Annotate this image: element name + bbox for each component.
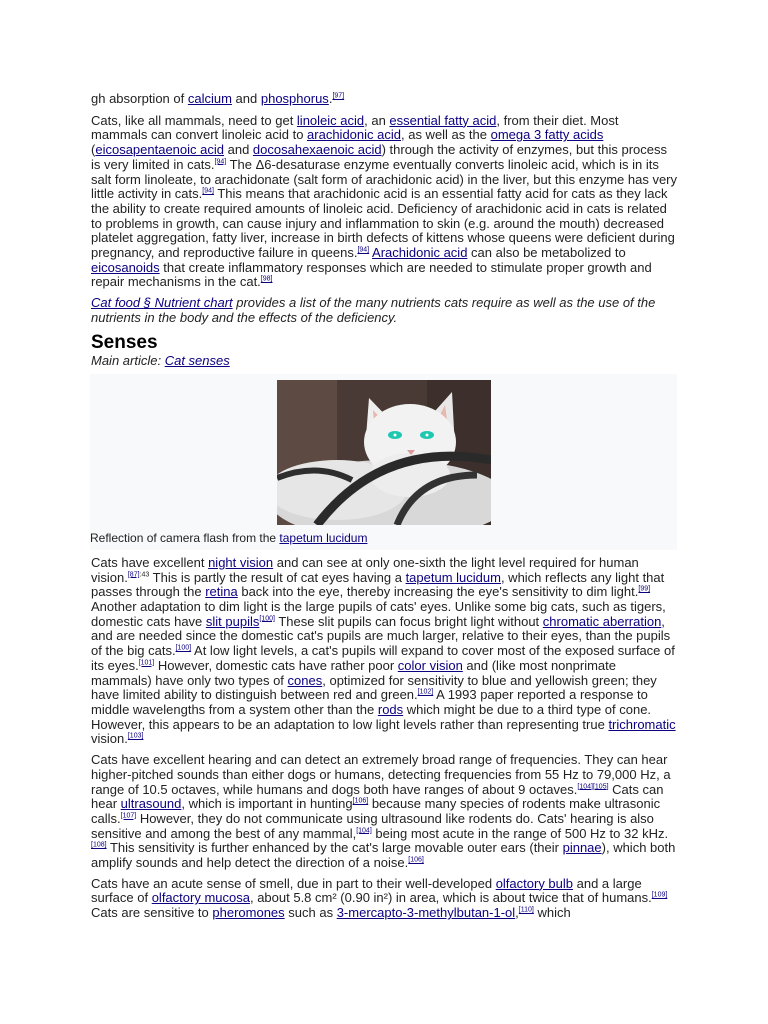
text: However, domestic cats have rather poor — [154, 657, 398, 673]
retina-link[interactable]: retina — [205, 584, 238, 600]
reference-link[interactable]: [94] — [357, 246, 370, 254]
text: However, they do not communicate using ultrasound like rodents do. Cats' hearing is also sensitive and among the best of any mammal, — [91, 810, 654, 841]
olfactory-mucosa-link[interactable]: olfactory mucosa — [151, 890, 250, 906]
text: ) through the activity of enzymes, but this process is very limited in cats. — [91, 142, 667, 172]
text: that create inflammatory responses which are needed to stimulate proper growth and repair mechanisms in the cat. — [91, 259, 652, 290]
cat-food-nutrient-chart-link[interactable]: Cat food § Nutrient chart — [91, 295, 233, 311]
text: being most acute in the range of 500 Hz to 32 kHz. — [371, 825, 669, 841]
text: A 1993 paper reported a response to middle wavelengths from a system other than the — [91, 687, 648, 717]
tapetum-lucidum-link[interactable]: tapetum lucidum — [279, 531, 368, 546]
text: , from their diet. Most mammals can convert linoleic acid to — [91, 112, 619, 143]
pheromones-link[interactable]: pheromones — [212, 905, 285, 921]
page-ref: :43 — [139, 571, 150, 579]
reference-link[interactable]: [109] — [651, 892, 668, 900]
text: , which is important in hunting — [181, 796, 353, 812]
reference-link[interactable]: [102] — [417, 688, 434, 696]
text: , and are needed since the domestic cat's pupils are much larger, relative to their eyes, than the pupils of the big cats. — [91, 613, 671, 659]
text: , as well as the — [400, 127, 491, 143]
article-body — [91, 92, 678, 921]
epa-link[interactable]: eicosapentaenoic acid — [95, 142, 224, 158]
text: Cats have excellent hearing and can detect an extremely broad range of frequencies. They can hear higher-pitched sounds than either dogs or humans, detecting frequencies from 55 Hz to 79,000 Hz, a range of 10.5 octaves, while humans and dogs both have ranges of about 9 octaves. — [91, 752, 671, 797]
reference-link[interactable]: [100] — [259, 615, 275, 623]
tapetum-lucidum-link[interactable]: tapetum lucidum — [405, 569, 501, 585]
night-vision-link[interactable]: night vision — [208, 554, 274, 570]
top-fragment — [91, 92, 678, 107]
reference-link[interactable]: [87] — [127, 571, 140, 579]
text: can also be metabolized to — [467, 245, 626, 261]
text: This sensitivity is further enhanced by the cat's large movable outer ears (their — [106, 840, 563, 856]
ultrasound-link[interactable]: ultrasound — [120, 796, 182, 812]
phosphorus-link[interactable]: phosphorus — [260, 91, 329, 106]
text: This means that arachidonic acid is an essential fatty acid for cats as they lack the ability to create required amounts of linoleic acid. Deficiency of arachidonic acid in cats is related to problems in growth, can cause injury and inflammation to skin (e.g. around the mouth) decreased platelet aggregation, fatty liver, increase in birth defects of kittens whose queens were deficient during pregnancy, and reproductive failure in queens. — [91, 186, 675, 261]
pinnae-link[interactable]: pinnae — [562, 840, 602, 856]
essential-fatty-acid-link[interactable]: essential fatty acid — [389, 112, 497, 128]
text: These slit pupils can focus bright light without — [274, 613, 543, 629]
reference-link[interactable]: [101] — [138, 659, 155, 667]
text: , about 5.8 cm² (0.90 in²) in area, which is about twice that of humans. — [249, 890, 652, 906]
reference-link[interactable]: [107] — [120, 812, 137, 820]
hearing-paragraph — [91, 753, 678, 871]
text: . — [328, 91, 333, 106]
reference-link[interactable]: [97] — [332, 92, 345, 100]
figure — [90, 374, 677, 550]
rods-link[interactable]: rods — [377, 701, 404, 717]
cat-image — [277, 380, 491, 525]
reference-link[interactable]: [98] — [260, 276, 273, 284]
main-article-hatnote — [91, 354, 678, 369]
chromatic-aberration-link[interactable]: chromatic aberration — [542, 613, 662, 629]
text: which — [533, 905, 571, 921]
text: , which reflects any light that passes through the — [91, 569, 665, 600]
text: Cats have an acute sense of smell, due in part to their well-developed — [91, 875, 496, 891]
cat-senses-link[interactable]: Cat senses — [164, 352, 230, 368]
text: and can see at only one-sixth the light level required for human vision. — [91, 554, 639, 585]
text: and (like most nonprimate mammals) have only two types of — [91, 657, 616, 688]
text: such as — [284, 905, 337, 921]
white-cat-photo[interactable] — [277, 380, 491, 525]
reference-link[interactable]: [108] — [91, 841, 107, 849]
nutrient-chart-note — [91, 296, 678, 325]
text: back into the eye, thereby increasing the eye's sensitivity to dim light. — [237, 584, 639, 600]
arachidonic-acid-link[interactable]: Arachidonic acid — [372, 245, 468, 261]
text: and — [224, 142, 253, 158]
text: At low light levels, a cat's pupils will expand to cover most of the exposed surface of its eyes. — [91, 643, 675, 673]
text: , optimized for sensitivity to blue and yellowish green; they have limited ability to distinguish between red and green. — [91, 672, 657, 703]
text: and — [231, 91, 261, 106]
reference-link[interactable]: [99] — [638, 586, 651, 594]
reference-link[interactable]: [110] — [518, 906, 534, 914]
dha-link[interactable]: docosahexaenoic acid — [252, 142, 382, 158]
color-vision-link[interactable]: color vision — [397, 657, 463, 673]
reference-link[interactable]: [94] — [214, 158, 227, 166]
smell-paragraph — [91, 877, 678, 921]
reference-link[interactable]: [103] — [127, 733, 144, 741]
text: ), which both amplify sounds and help detect the direction of a noise. — [91, 840, 676, 871]
text: This is partly the result of cat eyes having a — [149, 569, 406, 585]
text: Reflection of camera flash from the — [90, 531, 280, 546]
slit-pupils-link[interactable]: slit pupils — [205, 613, 260, 629]
vision-paragraph — [91, 556, 678, 747]
omega-3-link[interactable]: omega 3 fatty acids — [490, 127, 604, 143]
text: because many species of rodents make ultrasonic calls. — [91, 796, 661, 826]
text: gh absorption of — [91, 91, 188, 106]
text: The Δ6-desaturase enzyme eventually converts linoleic acid, which is in its salt form linoleate, to arachidonate (salt form of arachidonic acid) in the liver, but this enzyme has very little activity in cats. — [91, 156, 678, 202]
text: which might be due to a third type of cone. However, this appears to be an adaptation to low light levels rather than representing true — [91, 701, 652, 732]
reference-link[interactable]: [106] — [352, 797, 369, 805]
olfactory-bulb-link[interactable]: olfactory bulb — [495, 875, 574, 891]
linoleic-acid-link[interactable]: linoleic acid — [296, 112, 365, 128]
reference-link[interactable]: [94] — [202, 187, 214, 195]
text: , — [515, 905, 519, 921]
reference-link[interactable]: [104] — [356, 827, 372, 835]
cones-link[interactable]: cones — [287, 672, 323, 688]
text: Cats have excellent — [91, 554, 209, 570]
eicosanoids-link[interactable]: eicosanoids — [91, 259, 160, 275]
arachidonic-acid-link[interactable]: arachidonic acid — [307, 127, 401, 143]
nutrition-paragraph — [91, 114, 678, 290]
text: , an — [364, 112, 390, 128]
calcium-link[interactable]: calcium — [187, 91, 232, 106]
text: Cats are sensitive to — [91, 905, 213, 921]
mercapto-methylbutanol-link[interactable]: 3-mercapto-3-methylbutan-1-ol — [336, 905, 516, 921]
figure-caption — [90, 525, 677, 546]
text: provides a list of the many nutrients cats require as well as the use of the nutrients in the body and the effects of the deficiency. — [91, 295, 656, 325]
text: Cats, like all mammals, need to get — [91, 112, 297, 128]
reference-link[interactable]: [104][105] — [577, 783, 609, 791]
reference-link[interactable]: [106] — [408, 856, 424, 864]
text: and a large surface of — [91, 875, 642, 906]
text: vision. — [91, 731, 128, 747]
reference-link[interactable]: [100] — [175, 644, 192, 652]
text: Another adaptation to dim light is the large pupils of cats' eyes. Unlike some big cats, such as tigers, domestic cats have — [91, 599, 666, 629]
section-heading-senses: Senses — [91, 331, 158, 353]
text: Main article: — [91, 352, 165, 368]
trichromatic-link[interactable]: trichromatic — [608, 716, 676, 732]
text: ( — [91, 142, 96, 158]
text: Cats can hear — [91, 781, 664, 812]
